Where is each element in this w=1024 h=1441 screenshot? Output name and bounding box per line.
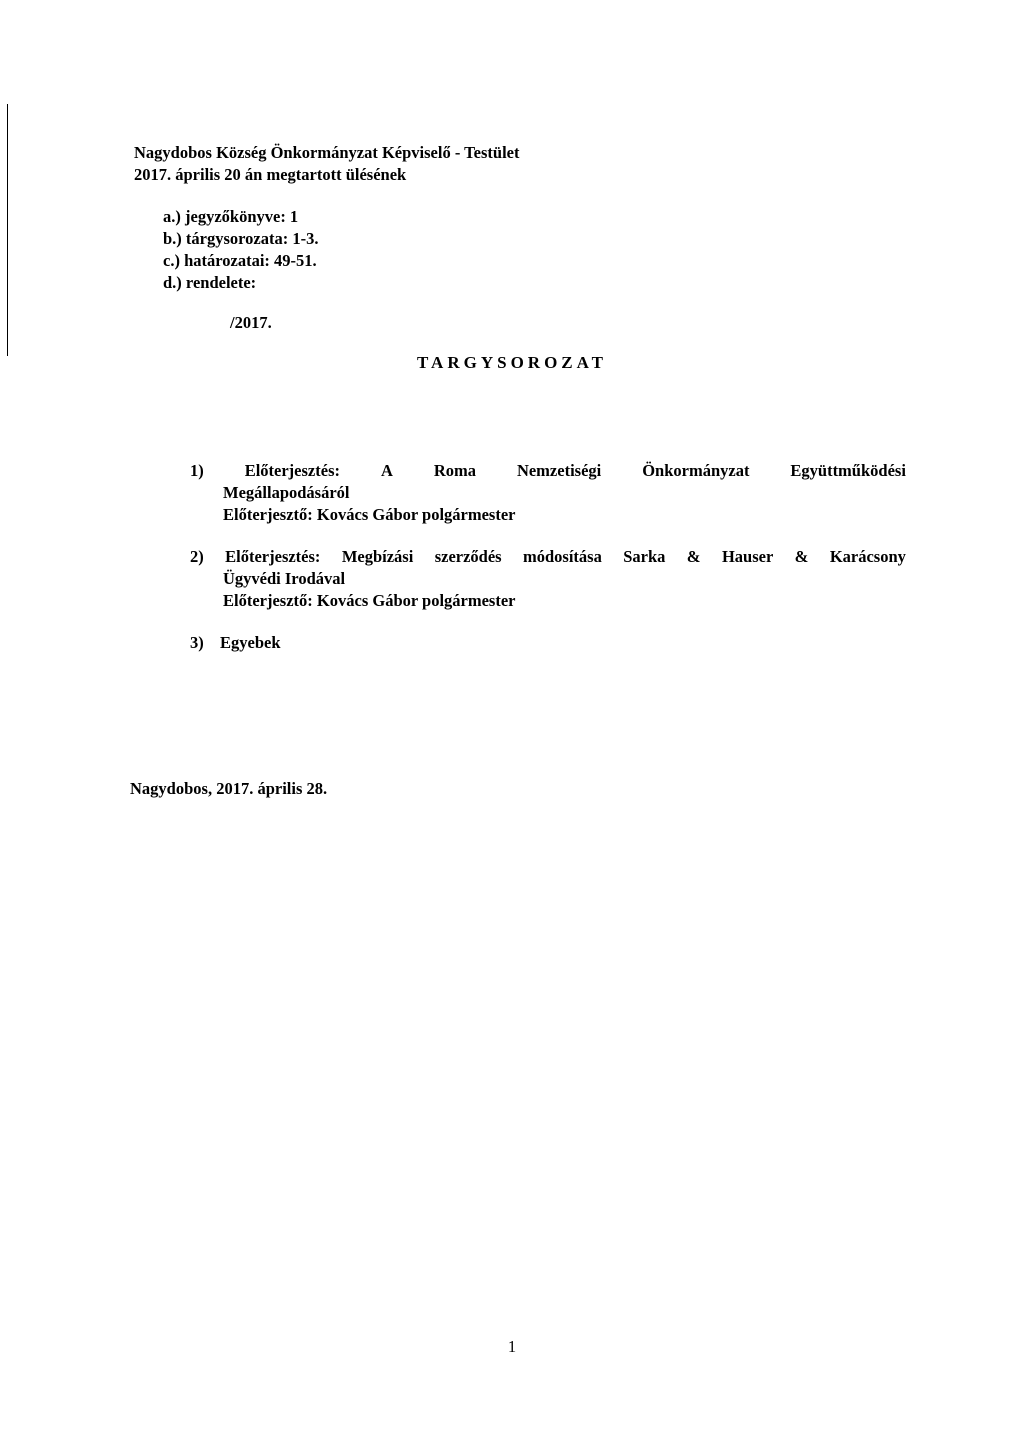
agenda-word: Önkormányzat bbox=[642, 461, 750, 480]
agenda-item-number: 2) bbox=[190, 547, 204, 566]
record-listing bbox=[163, 206, 319, 294]
margin-line bbox=[7, 104, 8, 356]
agenda-item-number: 1) bbox=[190, 461, 204, 480]
listing-item: c.) határozatai: 49-51. bbox=[163, 251, 317, 270]
decree-year: /2017. bbox=[230, 313, 272, 332]
agenda-word: Előterjesztés: bbox=[244, 461, 340, 480]
agenda-item-2-continuation: Ügyvédi Irodával bbox=[223, 569, 346, 588]
agenda-item-1-heading bbox=[190, 460, 906, 482]
agenda-word: Megbízási bbox=[341, 547, 414, 566]
listing-item: d.) rendelete: bbox=[163, 273, 257, 292]
page-number: 1 bbox=[507, 1337, 517, 1356]
agenda-word: Előterjesztés: bbox=[225, 547, 321, 566]
agenda-word: & bbox=[794, 547, 809, 566]
agenda-item-1-continuation: Megállapodásáról bbox=[223, 483, 350, 502]
agenda-item-3 bbox=[190, 632, 906, 654]
agenda-word: módosítása bbox=[522, 547, 602, 566]
agenda-word: A bbox=[380, 461, 393, 480]
agenda-word: Sarka bbox=[623, 547, 666, 566]
header-line-2: 2017. április 20 án megtartott ülésének bbox=[134, 165, 407, 184]
agenda-item-1-presenter: Előterjesztő: Kovács Gábor polgármester bbox=[223, 505, 516, 524]
agenda-item-2 bbox=[190, 546, 906, 612]
agenda-word: Roma bbox=[433, 461, 476, 480]
page-title: TARGYSOROZAT bbox=[416, 353, 607, 372]
agenda-item-3-label: Egyebek bbox=[220, 633, 281, 652]
agenda-word: Hauser bbox=[721, 547, 774, 566]
listing-item: b.) tárgysorozata: 1-3. bbox=[163, 229, 319, 248]
agenda-item-3-heading bbox=[190, 632, 906, 654]
agenda-item-2-heading bbox=[190, 546, 906, 568]
agenda-item-2-presenter: Előterjesztő: Kovács Gábor polgármester bbox=[223, 591, 516, 610]
agenda-word: Együttműködési bbox=[790, 461, 906, 480]
document-header bbox=[134, 142, 519, 186]
agenda-item-1 bbox=[190, 460, 906, 526]
place-and-date: Nagydobos, 2017. április 28. bbox=[130, 779, 328, 798]
agenda-item-number: 3) bbox=[190, 633, 204, 652]
listing-item: a.) jegyzőkönyve: 1 bbox=[163, 207, 299, 226]
agenda-word: szerződés bbox=[434, 547, 502, 566]
agenda-word: Karácsony bbox=[829, 547, 906, 566]
header-line-1: Nagydobos Község Önkormányzat Képviselő - Testület bbox=[134, 143, 520, 162]
agenda-word: & bbox=[686, 547, 701, 566]
agenda-word: Nemzetiségi bbox=[516, 461, 602, 480]
